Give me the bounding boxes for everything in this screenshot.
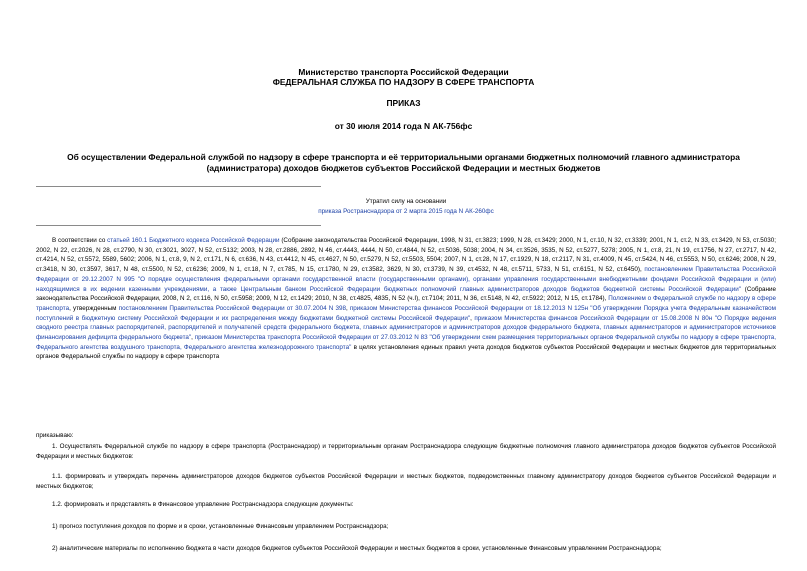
ministry-name: Министерство транспорта Российской Федерации (298, 67, 509, 77)
document-title: Об осуществлении Федеральной службой по надзору в сфере транспорта и её территориальными органами бюджетных полномочий главного администратора (администратора) доходов бюджетов субъектов Российской Федерации и местных бюджетов (67, 152, 740, 173)
link-minfin-125n[interactable]: приказом Министерства финансов Российской Федерации от 18.12.2013 N 125н "Об утверждении Порядка учета Федеральным казначейством поступлений в бюджетную систему Российской Федерации и их распределения между бюджетами бюджетной системы Российской Федерации" (36, 304, 777, 322)
link-polozhenie[interactable]: Положением о Федеральной службе по надзору в сфере транспорта (36, 295, 776, 312)
divider-bottom (36, 225, 321, 226)
order-item-1: 1. Осуществлять Федеральной службе по надзору в сфере транспорта (Ространснадзор) и территориальным органам Ространснадзора следующие бюджетные полномочия главного администратора доходов бюджетов субъектов Российской Федерации и местных бюджетов: (36, 443, 776, 460)
voided-link[interactable]: приказа Ространснадзора от 2 марта 2015 года N АК-260фс (318, 208, 494, 215)
service-name: ФЕДЕРАЛЬНАЯ СЛУЖБА ПО НАДЗОРУ В СФЕРЕ ТРАНСПОРТА (272, 77, 535, 87)
order-item-1-1: 1.1. формировать и утверждать перечень администраторов доходов бюджетов субъектов Российской Федерации и местных бюджетов, подведомственных главному администратору доходов бюджетов субъектов Российской Федерации и местных бюджетов; (36, 473, 776, 490)
preamble-paragraph: В соответствии со статьей 160.1 Бюджетного кодекса Российской Федерации (Собрание законодательства Российской Федерации, 1998, N 31, ст.3823; 1999, N 28, ст.3429; 2000, N 1, ст.10, N 32, ст.3339; 2001, N 1, ст.2, N 33, ст.3429, N 53, ст.5030; 2002, N 22, ст.2026, N 28, ст.2790, N 30, ст.3021, 3027, N 52, ст.5132; 2003, N 28, ст.2886, 2892, N 46, ст.4443, 4444, N 50, ст.4844, N 52, ст.5036, 5038; 2004, N 34, ст.3526, 3535, N 52, ст.5277, 5278; 2005, N 1, ст.8, 21, N 19, ст.1756, N 27, ст.2717, N 42, ст.4214, N 52, ст.5572, 5589, 5602; 2006, N 1, ст.8, 9, N 2, ст.171, N 6, ст.636, N 43, ст.4412, N 45, ст.4627, N 50, ст.5279, N 52, ст.5503, 5504; 2007, N 1, ст.28, N 17, ст.1929, N 18, ст.2117, N 31, ст.4009, N 45, ст.5424, N 46, ст.5553, N 50, ст.6246; 2008, N 29, ст.3418, N 30, ст.3597, 3617, N 48, ст.5500, N 52, ст.6236; 2009, N 1, ст.18, N 7, ст.785, N 15, ст.1780, N 29, ст.3582, 3629, N 30, ст.3739, N 39, ст.4532, N 48, ст.5711, 5733, N 51, ст.6151, N 52, ст.6450), постановлением Правительства Российской Федерации от 29.12.2007 N 995 "О порядке осуществления федеральными органами государственной власти (государственными органами), органами управления государственными внебюджетными фондами Российской Федерации и (или) находящимися в их ведении казенными учреждениями, а также Центральным банком Российской Федерации бюджетных полномочий главных администраторов доходов бюджетов бюджетной системы Российской Федерации" (Собрание законодательства Российской Федерации, 2008, N 2, ст.116, N 50, ст.5958; 2009, N 12, ст.1429; 2010, N 38, ст.4825, 4835, N 52 (ч.I), ст.7104; 2011, N 36, ст.5148, N 42, ст.5922; 2012, N 15, ст.1784), Положением о Федеральной службе по надзору в сфере транспорта, утвержденным постановлением Правительства Российской Федерации от 30.07.2004 N 398, приказом Министерства финансов Российской Федерации от 18.12.2013 N 125н "Об утверждении Порядка учета Федеральным казначейством поступлений в бюджетную систему Российской Федерации и их распределения между бюджетами бюджетной системы Российской Федерации", приказом Министерства финансов Российской Федерации от 15.08.2008 N 80н "О Порядке ведения сводного реестра главных распорядителей, распорядителей и получателей средств федерального бюджета, главных администраторов и администраторов доходов федерального бюджета, главных администраторов и администраторов источников финансирования дефицита федерального бюджета", приказом Министерства транспорта Российской Федерации от 27.03.2012 N 83 "Об утверждении схем размещения территориальных органов Федеральной службы по надзору в сфере транспорта, Федерального агентства воздушного транспорта, Федерального агентства железнодорожного транспорта" в целях установления единых правил учета доходов бюджетов субъектов Российской Федерации и местных бюджетов для территориальных органов Федеральной службы по надзору в сфере транспорта (36, 237, 777, 361)
divider-top (36, 186, 321, 187)
doc-type: ПРИКАЗ (386, 98, 421, 108)
doc-date: от 30 июля 2014 года N АК-756фс (334, 121, 473, 131)
order-lead: приказываю: (36, 432, 74, 439)
link-gov-decree-398[interactable]: постановлением Правительства Российской Федерации от 30.07.2004 N 398 (118, 304, 346, 312)
voided-label: Утратил силу на основании (365, 198, 447, 205)
link-mintrans-83[interactable]: приказом Министерства транспорта Российской Федерации от 27.03.2012 N 83 "Об утверждении схем размещения территориальных органов Федеральной службы по надзору в сфере транспорта, Федерального агентства воздушного транспорта, Федерального агентства железнодорожного транспорта" (36, 334, 777, 351)
link-gov-decree-995[interactable]: постановлением Правительства Российской Федерации от 29.12.2007 N 995 "О порядке осуществления федеральными органами государственной власти (государственными органами), органами управления государственными внебюджетными фондами Российской Федерации и (или) находящимися в их ведении казенными учреждениями, а также Центральным банком Российской Федерации бюджетных полномочий главных администраторов доходов бюджетов бюджетной системы Российской Федерации" (36, 266, 776, 293)
link-minfin-80n[interactable]: приказом Министерства финансов Российской Федерации от 15.08.2008 N 80н "О Порядке ведения сводного реестра главных распорядителей, распорядителей и получателей средств федерального бюджета, главных администраторов и администраторов доходов федерального бюджета, главных администраторов и администраторов источников финансирования дефицита федерального бюджета" (36, 314, 776, 342)
order-sub-2: 2) аналитические материалы по исполнению бюджета в части доходов бюджетов субъектов Российской Федерации и местных бюджетов в сроки, установленные Финансовым управлением Ространснадзора; (52, 545, 662, 552)
order-sub-1: 1) прогноз поступления доходов по форме и в сроки, установленные Финансовым управлением Ространснадзора; (52, 523, 389, 530)
preamble (36, 236, 776, 362)
link-budget-code[interactable]: статьей 160.1 Бюджетного кодекса Российской Федерации (107, 237, 280, 244)
order-item-1-2: 1.2. формировать и представлять в Финансовое управление Ространснадзора следующие документы: (52, 501, 354, 508)
voided-note (36, 208, 776, 216)
